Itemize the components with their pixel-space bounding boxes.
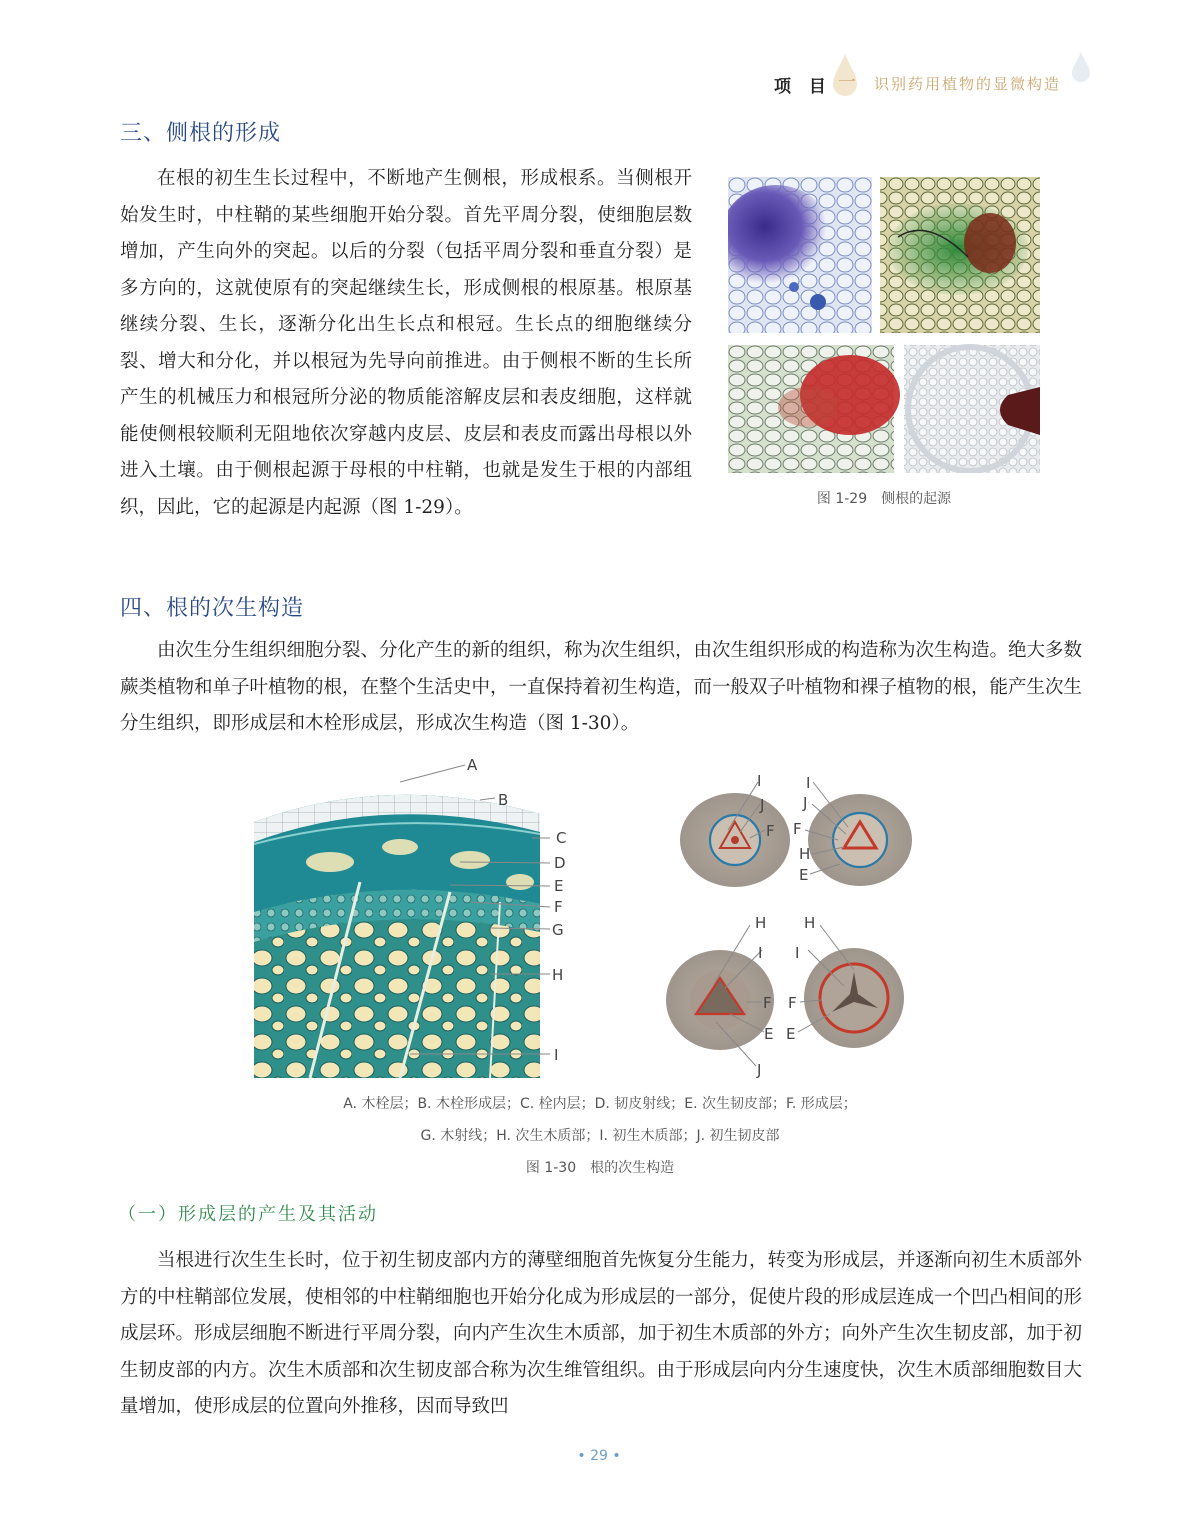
figure-1-30-legend-line2: G. 木射线；H. 次生木质部；I. 初生木质部；J. 初生韧皮部 [420, 1128, 780, 1144]
label-F: F [763, 994, 772, 1012]
header-project-number: 一 [838, 72, 856, 93]
header-chapter-title: 识别药用植物的显微构造 [874, 75, 1062, 93]
label-I: I [554, 1046, 559, 1064]
figure-1-29-micrographs [728, 177, 1040, 473]
label-H: H [755, 914, 767, 932]
root-cross-section-illustration [254, 795, 540, 1078]
label-E: E [764, 1025, 774, 1043]
subsection-title-cambium: （一）形成层的产生及其活动 [118, 1204, 378, 1225]
label-I: I [795, 944, 800, 962]
label-J: J [803, 794, 808, 812]
figure-1-29-caption: 图 1-29 侧根的起源 [816, 491, 952, 507]
label-H: H [552, 966, 564, 984]
stage-2-diagram [808, 794, 912, 886]
label-J: J [757, 1061, 762, 1079]
label-E: E [786, 1025, 796, 1043]
label-H: H [804, 914, 816, 932]
label-E: E [554, 877, 564, 895]
section-title-lateral-root: 三、侧根的形成 [120, 121, 282, 146]
stage-1-diagram [680, 793, 790, 887]
droplet-icon [1070, 50, 1092, 84]
label-D: D [554, 854, 566, 872]
label-G: G [552, 921, 564, 939]
label-F: F [788, 994, 797, 1012]
stage-3-diagram [666, 950, 774, 1050]
label-B: B [498, 791, 509, 809]
label-J: J [760, 796, 765, 814]
label-C: C [556, 829, 567, 847]
subsection1-paragraph: 当根进行次生生长时，位于初生韧皮部内方的薄壁细胞首先恢复分生能力，转变为形成层，并逐渐向初生木质部外方的中柱鞘部位发展，使相邻的中柱鞘细胞也开始分化成为形成层的一部分，促使片段的形成层连成一个凹凸相间的形成层环。形成层细胞不断进行平周分裂，向内产生次生木质部，加于初生木质部的外方；向外产生次生韧皮部，加于初生韧皮部的内方。次生木质部和次生韧皮部合称为次生维管组织。由于形成层向内分生速度快，次生木质部细胞数目大量增加，使形成层的位置向外推移，因而导致凹 [120, 1250, 1083, 1417]
figure-1-30-legend-line1: A. 木栓层；B. 木栓形成层；C. 栓内层；D. 韧皮射线；E. 次生韧皮部；F. 形成层； [343, 1096, 857, 1112]
label-I: I [758, 944, 763, 962]
label-F: F [766, 822, 775, 840]
label-H: H [799, 845, 811, 863]
label-I: I [757, 772, 762, 790]
section4-paragraph: 由次生分生组织细胞分裂、分化产生的新的组织，称为次生组织，由次生组织形成的构造称为次生构造。绝大多数蕨类植物和单子叶植物的根，在整个生活史中，一直保持着初生构造，而一般双子叶植物和裸子植物的根，能产生次生分生组织，即形成层和木栓形成层，形成次生构造（图 1-30）。 [120, 640, 1083, 734]
figure-1-30-caption: 图 1-30 根的次生构造 [525, 1160, 675, 1176]
label-E: E [799, 866, 809, 884]
label-A: A [467, 756, 478, 774]
section3-paragraph: 在根的初生生长过程中，不断地产生侧根，形成根系。当侧根开始发生时，中柱鞘的某些细胞开始分裂。首先平周分裂，使细胞层数增加，产生向外的突起。以后的分裂（包括平周分裂和垂直分裂）是多方向的，这就使原有的突起继续生长，形成侧根的根原基。根原基继续分裂、生长，逐渐分化出生长点和根冠。生长点的细胞继续分裂、增大和分化，并以根冠为先导向前推进。由于侧根不断的生长所产生的机械压力和根冠所分泌的物质能溶解皮层和表皮细胞，这样就能使侧根较顺利无阻地依次穿越内皮层、皮层和表皮而露出母根以外进入土壤。由于侧根起源于母根的中柱鞘，也就是发生于根的内部组织，因此，它的起源是内起源（图 1-29）。 [120, 168, 692, 518]
stage-4-diagram [804, 948, 904, 1048]
label-F: F [793, 820, 802, 838]
figure-1-30-diagram [250, 752, 950, 1082]
header-project-label: 项 目 [774, 77, 832, 97]
label-F: F [554, 898, 563, 916]
label-I: I [806, 774, 811, 792]
running-header [760, 68, 1100, 98]
section-title-secondary-structure: 四、根的次生构造 [120, 596, 305, 621]
page-number: • 29 • [577, 1448, 621, 1464]
